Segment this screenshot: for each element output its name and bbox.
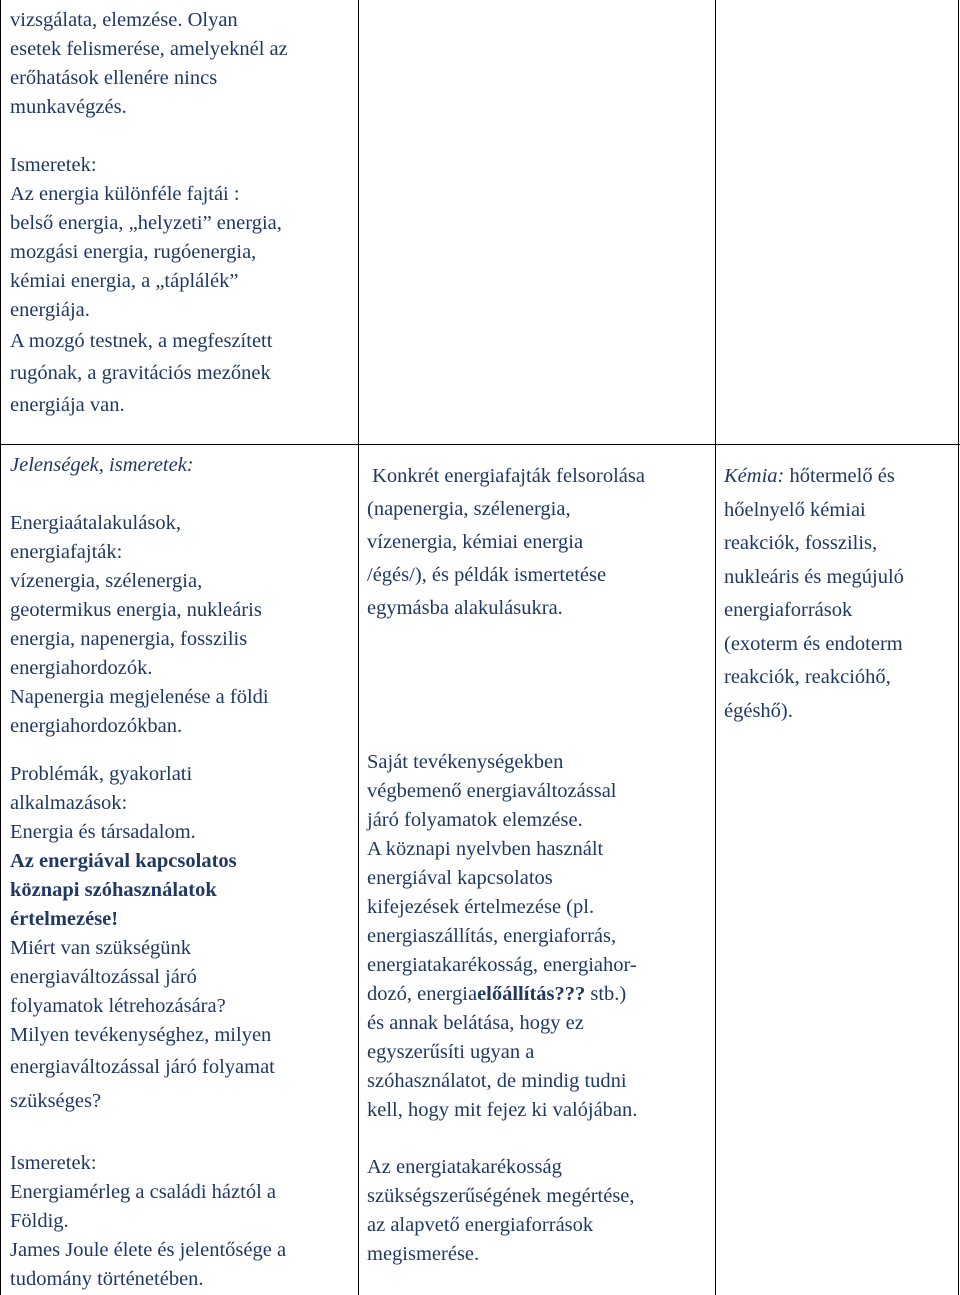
text-line-bold: értelmezése! <box>10 908 119 930</box>
text-line: vízenergia, kémiai energia <box>367 531 584 553</box>
text-line: esetek felismerése, amelyeknél az <box>10 38 288 60</box>
text-fragment-bold: előállítás??? <box>477 983 586 1005</box>
subject-label: Kémia: <box>724 465 785 487</box>
cell-r1-c1 <box>10 6 355 421</box>
text-line: reakciók, reakcióhő, <box>724 666 891 688</box>
text-line-bold: Az energiával kapcsolatos <box>10 850 237 872</box>
cell-r3-c2 <box>367 748 712 1125</box>
cell-r3-c1 <box>10 760 355 1118</box>
text-line: kell, hogy mit fejez ki valójában. <box>367 1099 638 1121</box>
text-line: egyszerűsíti ugyan a <box>367 1041 535 1063</box>
text-line: égéshő). <box>724 699 793 722</box>
text-line: szükséges? <box>10 1090 102 1112</box>
text-line: geotermikus energia, nukleáris <box>10 599 262 621</box>
text-line: energiaforrások <box>724 599 853 621</box>
text-line: A mozgó testnek, a megfeszített <box>10 330 273 352</box>
text-line: járó folyamatok elemzése. <box>367 809 583 831</box>
text-line: energiahordozókban. <box>10 715 183 737</box>
text-fragment: dozó, energia <box>367 983 478 1005</box>
text-line: hőelnyelő kémiai <box>724 498 866 521</box>
text-fragment: stb.) <box>585 983 627 1005</box>
table-border-left <box>0 0 1 1295</box>
row-divider-1 <box>0 444 960 445</box>
text-line: energiahordozók. <box>10 657 153 679</box>
cell-r4-c1 <box>10 1149 355 1294</box>
text-line <box>724 460 956 494</box>
text-line: Az energiatakarékosság <box>367 1156 562 1178</box>
text-line: Földig. <box>10 1210 69 1232</box>
text-line-bold: köznapi szóhasználatok <box>10 879 217 901</box>
text-line <box>367 980 712 1009</box>
cell-r2-c1 <box>10 451 355 741</box>
text-line: belső energia, „helyzeti” energia, <box>10 212 282 234</box>
text-line: az alapvető energiaforrások <box>367 1214 594 1236</box>
text-line: energiaszállítás, energiaforrás, <box>367 925 617 947</box>
text-line: vízenergia, szélenergia, <box>10 570 203 592</box>
text-line: Saját tevékenységekben <box>367 751 564 773</box>
text-line: energia, napenergia, fosszilis <box>10 628 248 650</box>
text-line: megismerése. <box>367 1243 480 1265</box>
table-border-right <box>958 0 959 1295</box>
table-divider-1 <box>358 0 359 1295</box>
text-line: szóhasználatot, de mindig tudni <box>367 1070 627 1092</box>
text-line: Problémák, gyakorlati <box>10 763 193 785</box>
text-line: /égés/), és példák ismertetése <box>367 564 607 586</box>
text-line: energiaváltozással járó <box>10 966 197 988</box>
cell-r4-c2 <box>367 1153 712 1269</box>
text-line: Milyen tevékenységhez, milyen <box>10 1024 272 1046</box>
text-line: energiatakarékosság, energiahor- <box>367 954 637 976</box>
text-line: energiája. <box>10 299 90 321</box>
text-line: egymásba alakulásukra. <box>367 597 563 619</box>
text-line: James Joule élete és jelentősége a <box>10 1239 287 1261</box>
section-heading: Ismeretek: <box>10 154 97 176</box>
text-line: tudomány történetében. <box>10 1268 204 1290</box>
text-line: energiája van. <box>10 394 125 416</box>
section-heading: Ismeretek: <box>10 1152 97 1174</box>
text-line: Az energia különféle fajtái : <box>10 183 240 205</box>
text-line: szükségszerűségének megértése, <box>367 1185 635 1207</box>
text-line: energiaváltozással járó folyamat <box>10 1056 275 1078</box>
text-line: és annak belátása, hogy ez <box>367 1012 584 1034</box>
text-line: munkavégzés. <box>10 96 127 118</box>
text-line: mozgási energia, rugóenergia, <box>10 241 257 263</box>
text-line: energiával kapcsolatos <box>367 867 553 889</box>
cell-r2-c2 <box>367 460 712 625</box>
table-divider-2 <box>715 0 716 1295</box>
text-line: Napenergia megjelenése a földi <box>10 686 269 708</box>
text-line: A köznapi nyelvben használt <box>367 838 604 860</box>
text-line: erőhatások ellenére nincs <box>10 67 218 89</box>
text-line: Energia és társadalom. <box>10 821 196 843</box>
text-line: (napenergia, szélenergia, <box>367 498 571 520</box>
text-line: nukleáris és megújuló <box>724 565 904 588</box>
text-line: Energiamérleg a családi háztól a <box>10 1181 276 1203</box>
text-line: energiafajták: <box>10 541 123 563</box>
text-line: rugónak, a gravitációs mezőnek <box>10 362 271 384</box>
cell-r2-c3 <box>724 460 956 728</box>
text-line: Miért van szükségünk <box>10 937 192 959</box>
text-line: (exoterm és endoterm <box>724 632 903 655</box>
text-line: alkalmazások: <box>10 792 128 814</box>
text-line: Konkrét energiafajták felsorolása <box>367 465 645 487</box>
section-heading: Jelenségek, ismeretek: <box>10 454 194 476</box>
text-line: végbemenő energiaváltozással <box>367 780 617 802</box>
text-line: vizsgálata, elemzése. Olyan <box>10 9 238 31</box>
text-line: kémiai energia, a „táplálék” <box>10 270 239 292</box>
text-line: reakciók, fosszilis, <box>724 532 878 554</box>
text-fragment: hőtermelő és <box>784 465 895 487</box>
text-line: Energiaátalakulások, <box>10 512 181 534</box>
text-line: folyamatok létrehozására? <box>10 995 226 1017</box>
text-line: kifejezések értelmezése (pl. <box>367 896 595 918</box>
